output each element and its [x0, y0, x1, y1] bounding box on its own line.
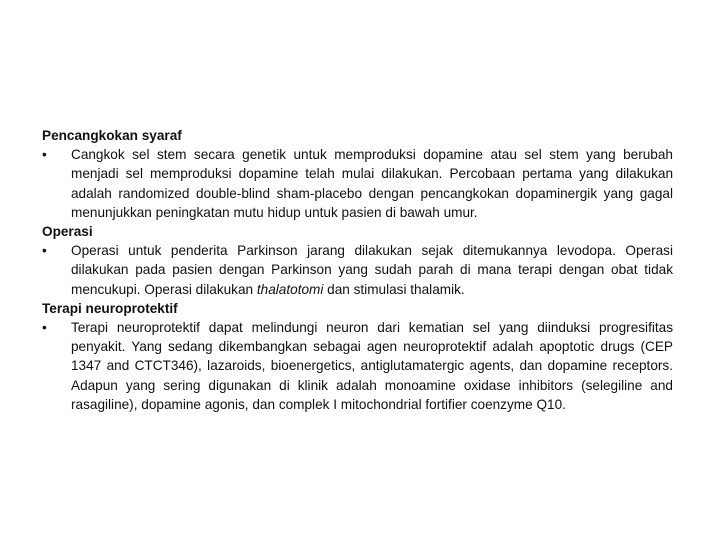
bullet-item-operasi — [42, 241, 673, 299]
bullet-item-pencangkokan — [42, 145, 673, 222]
section-heading-operasi: Operasi — [42, 224, 93, 240]
paragraph-operasi-text: Operasi untuk penderita Parkinson jarang dilakukan sejak ditemukannya levodopa. Operasi dilakukan pada pasien dengan Parkinson yang sudah parah di mana terapi dengan obat tidak mencukupi. Operasi dilakukan — [71, 243, 673, 297]
paragraph-terapi: Terapi neuroprotektif dapat melindungi neuron dari kematian sel yang diinduksi progresifitas penyakit. Yang sedang dikembangkan sebagai agen neuroprotektif adalah apoptotic drugs (CEP 1347 and CTCT346), lazaroids, bioenergetics, antiglutamatergic agents, dan dopamine receptors. Adapun yang sering digunakan di klinik adalah monoamine oxidase inhibitors (selegiline and rasagiline), dopamine agonis, dan complek I mitochondrial fortifier coenzyme Q10. — [71, 320, 673, 412]
paragraph-pencangkokan: Cangkok sel stem secara genetik untuk memproduksi dopamine atau sel stem yang berubah menjadi sel memproduksi dopamine telah mulai dilakukan. Percobaan pertama yang dilakukan adalah randomized double-blind sham-placebo dengan pencangkokan dopaminergik yang gagal menunjukkan peningkatan mutu hidup untuk pasien di bawah umur. — [71, 147, 673, 220]
slide-content — [42, 126, 673, 414]
bullet-icon: • — [42, 320, 47, 336]
bullet-icon: • — [42, 147, 47, 163]
section-heading-pencangkokan: Pencangkokan syaraf — [42, 128, 182, 143]
section-heading-terapi: Terapi neuroprotektif — [42, 300, 178, 316]
paragraph-operasi-text-end: dan stimulasi thalamik. — [323, 281, 465, 297]
bullet-item-terapi — [42, 318, 673, 414]
bullet-icon: • — [42, 243, 47, 259]
italic-term-thalatotomi: thalatotomi — [256, 281, 324, 297]
paragraph-operasi — [71, 241, 673, 299]
